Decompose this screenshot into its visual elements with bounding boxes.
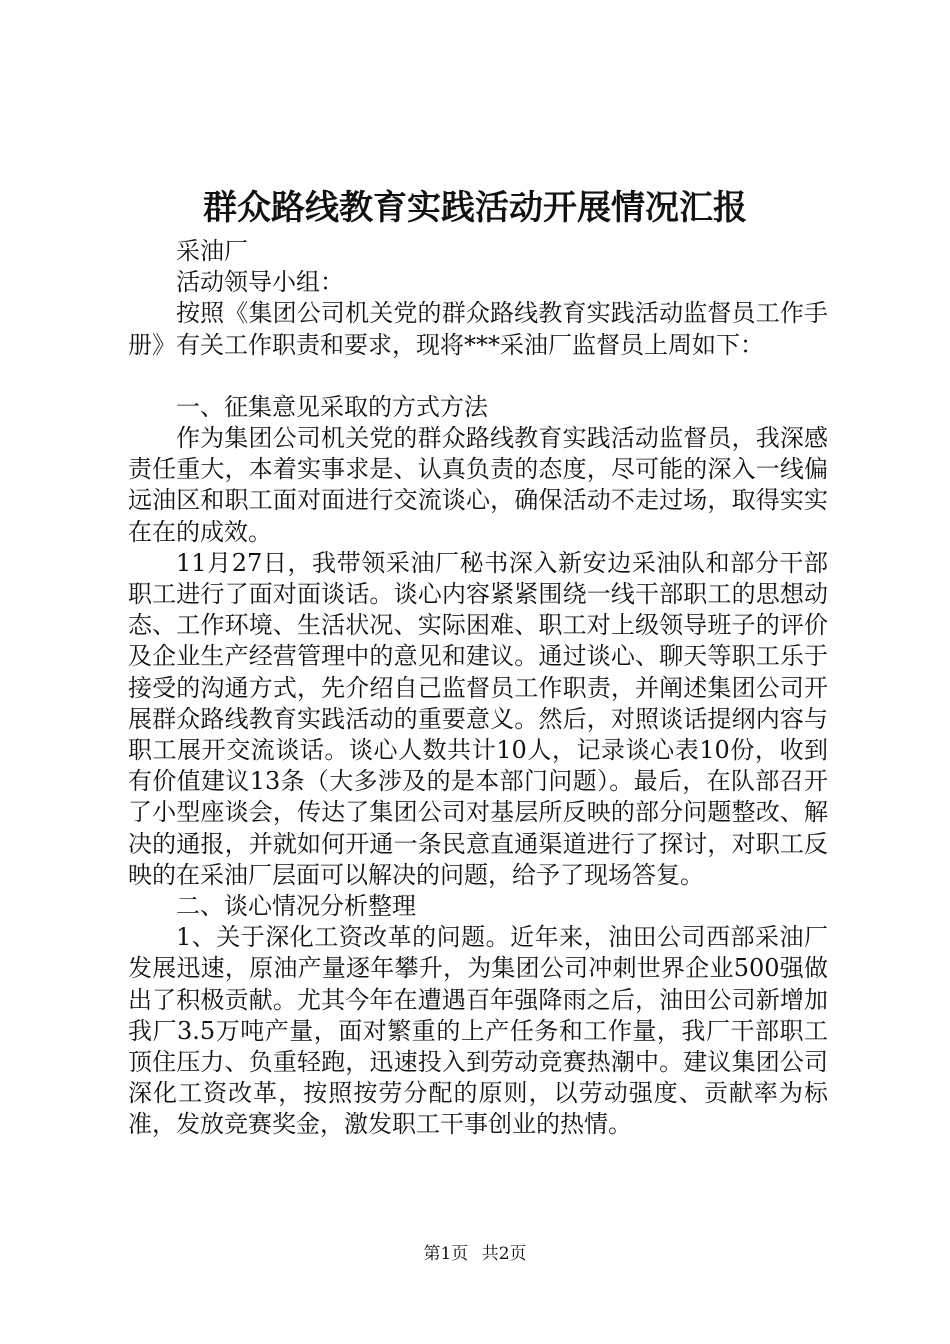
page-total: 共2页 bbox=[481, 1244, 527, 1264]
document-body bbox=[128, 236, 828, 1141]
page-footer bbox=[0, 1242, 950, 1266]
section-heading-2: 二、谈心情况分析整理 bbox=[176, 892, 416, 921]
section1-paragraph-1: 作为集团公司机关党的群众路线教育实践活动监督员，我深感责任重大，本着实事求是、认真负责的态度，尽可能的深入一线偏远油区和职工面对面进行交流谈心，确保活动不走过场，取得实实在在的成效。 bbox=[128, 424, 828, 546]
recipient-group-line: 活动领导小组： bbox=[176, 268, 344, 297]
section1-paragraph-2: 11月27日，我带领采油厂秘书深入新安边采油队和部分干部职工进行了面对面谈话。谈心内容紧紧围绕一线干部职工的思想动态、工作环境、生活状况、实际困难、职工对上级领导班子的评价及企业生产经营管理中的意见和建议。通过谈心、聊天等职工乐于接受的沟通方式，先介绍自己监督员工作职责，并阐述集团公司开展群众路线教育实践活动的重要意义。然后，对照谈话提纲内容与职工展开交流谈话。谈心人数共计10人，记录谈心表10份，收到有价值建议13条（大多涉及的是本部门问题）。最后，在队部召开了小型座谈会，传达了集团公司对基层所反映的部分问题整改、解决的通报，并就如何开通一条民意直通渠道进行了探讨，对职工反映的在采油厂层面可以解决的问题，给予了现场答复。 bbox=[128, 548, 828, 889]
section-heading-1: 一、征集意见采取的方式方法 bbox=[176, 392, 488, 421]
paragraph-gap bbox=[128, 361, 828, 392]
section2-paragraph-1: 1、关于深化工资改革的问题。近年来，油田公司西部采油厂发展迅速，原油产量逐年攀升，为集团公司冲刺世界企业500强做出了积极贡献。尤其今年在遭遇百年强降雨之后，油田公司新增加我厂3.5万吨产量，面对繁重的上产任务和工作量，我厂干部职工顶住压力、负重轻跑，迅速投入到劳动竞赛热潮中。建议集团公司深化工资改革，按照按劳分配的原则，以劳动强度、贡献率为标准，发放竞赛奖金，激发职工干事创业的热情。 bbox=[128, 923, 828, 1139]
page-number: 第1页 bbox=[423, 1244, 469, 1264]
recipient-line: 采油厂 bbox=[176, 237, 248, 265]
intro-paragraph: 按照《集团公司机关党的群众路线教育实践活动监督员工作手册》有关工作职责和要求，现将***采油厂监督员上周如下： bbox=[128, 299, 828, 359]
document-title: 群众路线教育实践活动开展情况汇报 bbox=[203, 188, 747, 228]
